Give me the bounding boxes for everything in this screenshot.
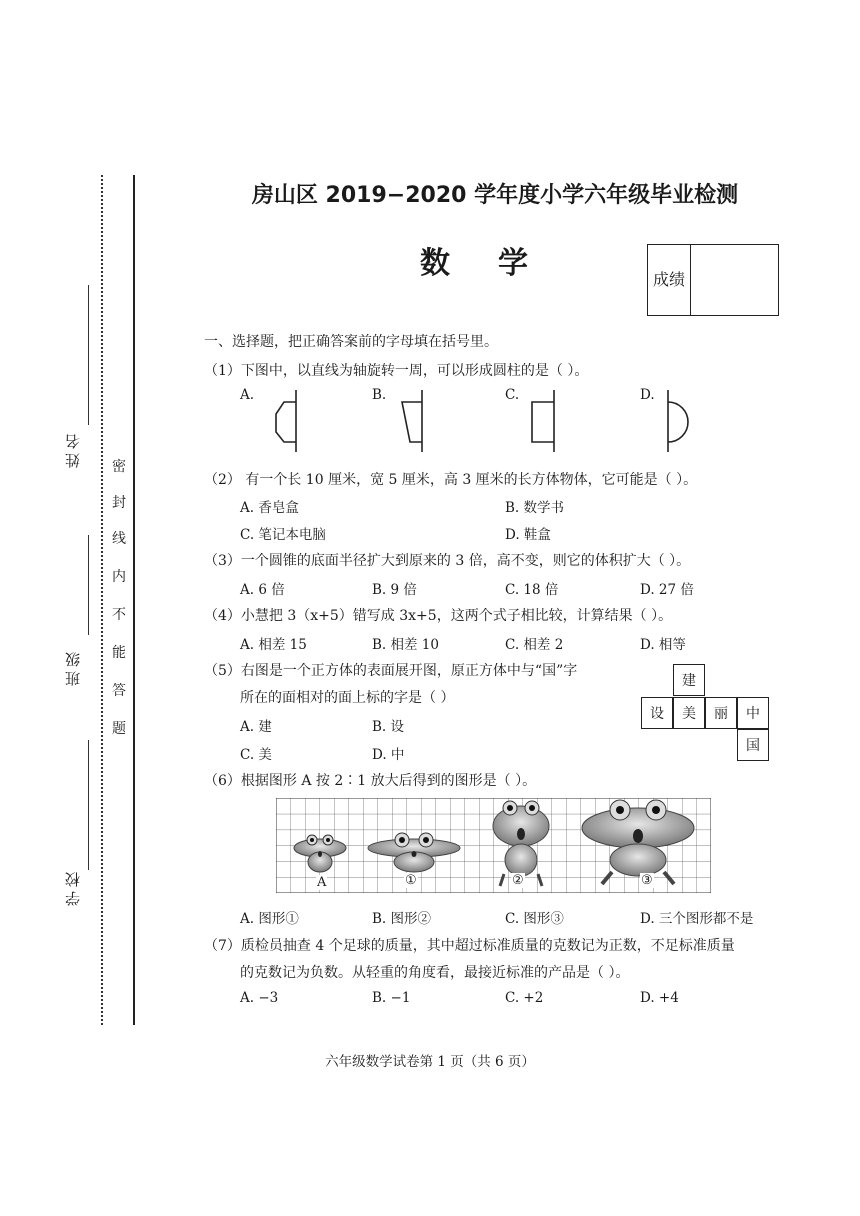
q2-option-b: B. 数学书 (505, 500, 565, 516)
grid-label-2: ② (512, 873, 524, 888)
cube-net (640, 664, 772, 764)
q6-option-d: D. 三个图形都不是 (640, 911, 754, 927)
seal-char: 题 (112, 721, 126, 737)
q5-stem-line2: 所在的面相对的面上标的字是（ ） (240, 690, 455, 706)
q7-option-a: A. −3 (240, 990, 279, 1006)
seal-char: 不 (112, 607, 126, 623)
seal-char: 内 (112, 569, 126, 585)
q1-figure-d (660, 388, 700, 454)
q1-option-c: C. (505, 387, 520, 403)
q2-option-d: D. 鞋盒 (505, 527, 551, 543)
q7-stem-line2: 的克数记为负数。从轻重的角度看，最接近标准的产品是（ ）。 (240, 965, 630, 981)
section-heading: 一、选择题，把正确答案前的字母填在括号里。 (204, 334, 498, 350)
net-cell: 建 (673, 664, 705, 696)
q7-stem-line1: （7）质检员抽查 4 个足球的质量，其中超过标准质量的克数记为正数，不足标准质量 (204, 938, 735, 954)
q4-option-a: A. 相差 15 (240, 637, 307, 653)
q5-option-a: A. 建 (240, 719, 272, 735)
q1-figure-c (528, 388, 568, 454)
exam-title: 房山区 2019−2020 学年度小学六年级毕业检测 (251, 183, 739, 208)
q2-stem: （2） 有一个长 10 厘米，宽 5 厘米，高 3 厘米的长方体物体，它可能是（ ）。 (204, 472, 698, 488)
q5-stem-line1: （5）右图是一个正方体的表面展开图，原正方体中与“国”字 (204, 663, 578, 679)
school-underline (88, 740, 89, 870)
grid-label-a: A (317, 875, 327, 890)
grid-label-3: ③ (641, 873, 653, 888)
seal-char: 密 (112, 459, 126, 475)
class-label: 班级 (64, 648, 82, 686)
q3-option-a: A. 6 倍 (240, 582, 285, 598)
binding-solid-line (133, 175, 135, 1025)
binding-dotted-line (101, 175, 103, 1025)
q6-option-b: B. 图形② (372, 911, 432, 927)
q5-option-c: C. 美 (240, 747, 272, 763)
q2-option-c: C. 笔记本电脑 (240, 527, 326, 543)
q1-option-d: D. (640, 387, 655, 403)
score-field[interactable] (691, 245, 778, 315)
name-underline (88, 285, 89, 425)
q4-option-b: B. 相差 10 (372, 637, 439, 653)
frog-grid (276, 798, 711, 893)
q2-option-a: A. 香皂盒 (240, 500, 299, 516)
score-label: 成绩 (648, 245, 691, 315)
net-cell: 设 (641, 697, 673, 729)
q1-stem: （1）下图中，以直线为轴旋转一周，可以形成圆柱的是（ ）。 (204, 363, 589, 379)
q3-stem: （3）一个圆锥的底面半径扩大到原来的 3 倍，高不变，则它的体积扩大（ ）。 (204, 553, 691, 569)
seal-char: 线 (112, 531, 126, 547)
seal-char: 封 (112, 495, 126, 511)
q6-option-a: A. 图形① (240, 911, 299, 927)
q5-option-d: D. 中 (372, 747, 405, 763)
q6-stem: （6）根据图形 A 按 2∶1 放大后得到的图形是（ ）。 (204, 773, 537, 789)
q1-figure-a (268, 388, 308, 454)
grid-label-1: ① (405, 873, 417, 888)
q5-option-b: B. 设 (372, 719, 405, 735)
page-footer: 六年级数学试卷第 1 页（共 6 页） (325, 1054, 535, 1070)
subject-title: 数学 (420, 246, 576, 281)
q3-option-d: D. 27 倍 (640, 582, 694, 598)
net-cell: 国 (737, 729, 769, 761)
net-cell: 中 (737, 697, 769, 729)
q1-figure-b (396, 388, 436, 454)
q7-option-b: B. −1 (372, 990, 411, 1006)
q3-option-c: C. 18 倍 (505, 582, 559, 598)
school-label: 学校 (64, 868, 82, 906)
q4-option-c: C. 相差 2 (505, 637, 564, 653)
seal-char: 答 (112, 683, 126, 699)
score-box (647, 244, 779, 316)
q6-option-c: C. 图形③ (505, 911, 564, 927)
class-underline (88, 535, 89, 635)
q7-option-d: D. +4 (640, 990, 679, 1006)
net-cell: 丽 (705, 697, 737, 729)
net-cell: 美 (673, 697, 705, 729)
q3-option-b: B. 9 倍 (372, 582, 417, 598)
q1-option-a: A. (240, 387, 255, 403)
name-label: 姓名 (64, 430, 82, 468)
q4-stem: （4）小慧把 3（x+5）错写成 3x+5，这两个式子相比较，计算结果（ ）。 (204, 608, 673, 624)
q7-option-c: C. +2 (505, 990, 544, 1006)
seal-char: 能 (112, 645, 126, 661)
q1-option-b: B. (372, 387, 387, 403)
q4-option-d: D. 相等 (640, 637, 686, 653)
